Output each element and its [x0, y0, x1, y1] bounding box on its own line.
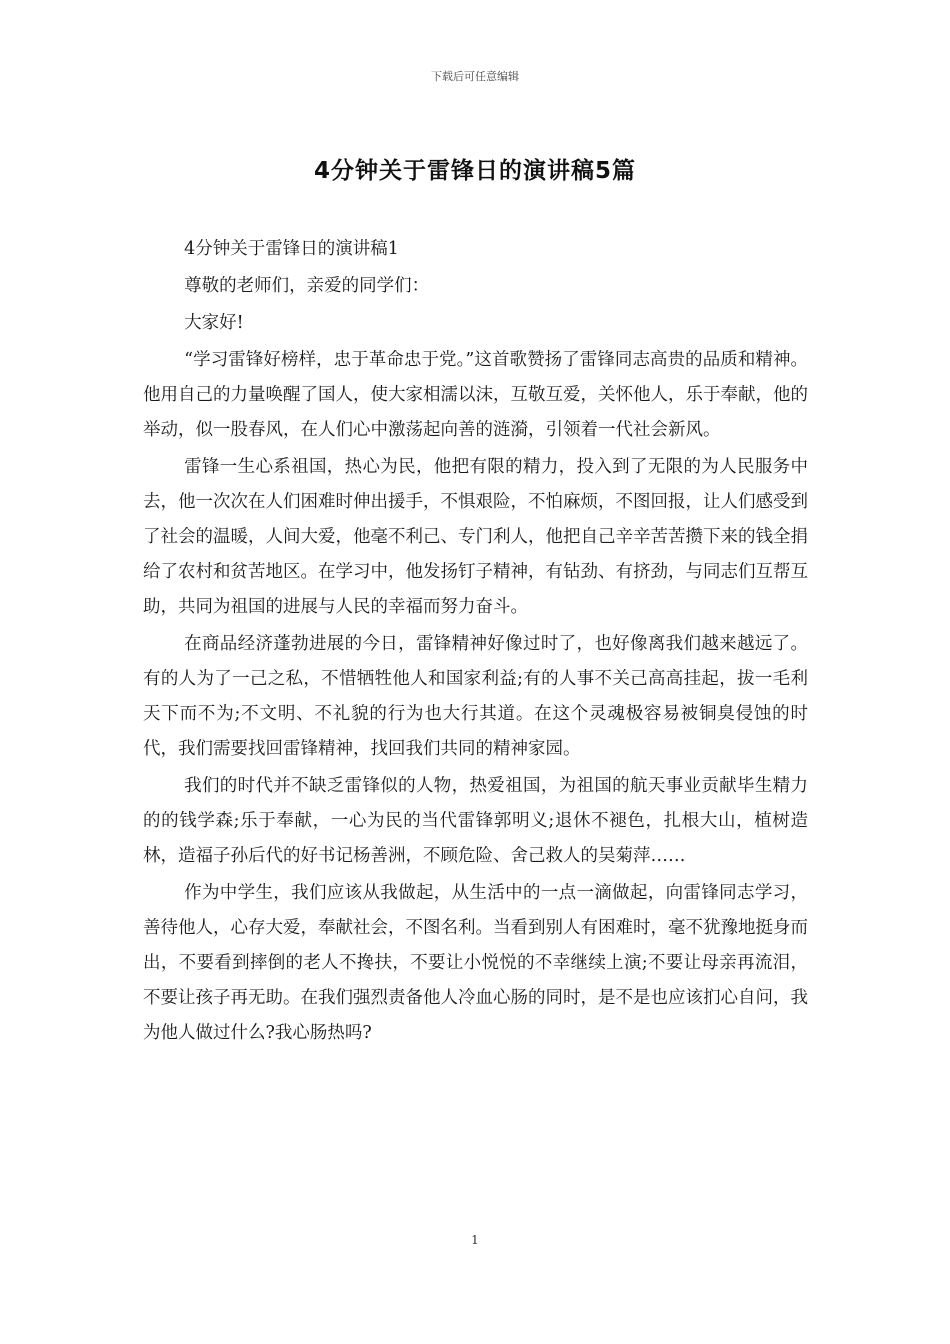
- greeting-paragraph: 大家好!: [184, 313, 244, 333]
- body-paragraph: 在商品经济蓬勃进展的今日，雷锋精神好像过时了，也好像离我们越来越远了。有的人为了一己之私，不惜牺牲他人和国家利益;有的人事不关己高高挂起，拔一毛利天下而不为;不文明、不礼貌的行为也大行其道。在这个灵魂极容易被铜臭侵蚀的时代，我们需要找回雷锋精神，找回我们共同的精神家园。: [143, 634, 808, 759]
- subtitle-paragraph: 4分钟关于雷锋日的演讲稿1: [184, 239, 399, 259]
- body-paragraph: “学习雷锋好榜样，忠于革命忠于党。”这首歌赞扬了雷锋同志高贵的品质和精神。他用自己的力量唤醒了国人，使大家相濡以沫，互敬互爱，关怀他人，乐于奉献，他的举动，似一股春风，在人们心中激荡起向善的涟漪，引领着一代社会新风。: [143, 350, 808, 440]
- body-paragraph: 雷锋一生心系祖国，热心为民，他把有限的精力，投入到了无限的为人民服务中去，他一次次在人们困难时伸出援手，不惧艰险，不怕麻烦，不图回报，让人们感受到了社会的温暖，人间大爱，他毫不利己、专门利人，他把自己辛辛苦苦攒下来的钱全捐给了农村和贫苦地区。在学习中，他发扬钉子精神，有钻劲、有挤劲，与同志们互帮互助，共同为祖国的进展与人民的幸福而努力奋斗。: [143, 457, 808, 617]
- page-number: 1: [471, 1233, 479, 1247]
- document-title: 4分钟关于雷锋日的演讲稿5篇: [313, 158, 636, 184]
- body-paragraph: 我们的时代并不缺乏雷锋似的人物，热爱祖国，为祖国的航天事业贡献毕生精力的的钱学森;乐于奉献，一心为民的当代雷锋郭明义;退休不褪色，扎根大山，植树造林，造福子孙后代的好书记杨善洲，不顾危险、舍己救人的吴菊萍……: [143, 776, 808, 866]
- document-body: [143, 232, 808, 1053]
- salutation-paragraph: 尊敬的老师们，亲爱的同学们：: [184, 276, 430, 296]
- body-paragraph: 作为中学生，我们应该从我做起，从生活中的一点一滴做起，向雷锋同志学习，善待他人，心存大爱，奉献社会，不图名利。当看到别人有困难时，毫不犹豫地挺身而出，不要看到摔倒的老人不搀扶，不要让小悦悦的不幸继续上演;不要让母亲再流泪，不要让孩子再无助。在我们强烈责备他人冷血心肠的同时，是不是也应该扪心自问，我为他人做过什么?我心肠热吗?: [143, 883, 808, 1043]
- header-note: 下载后可任意编辑: [431, 70, 519, 83]
